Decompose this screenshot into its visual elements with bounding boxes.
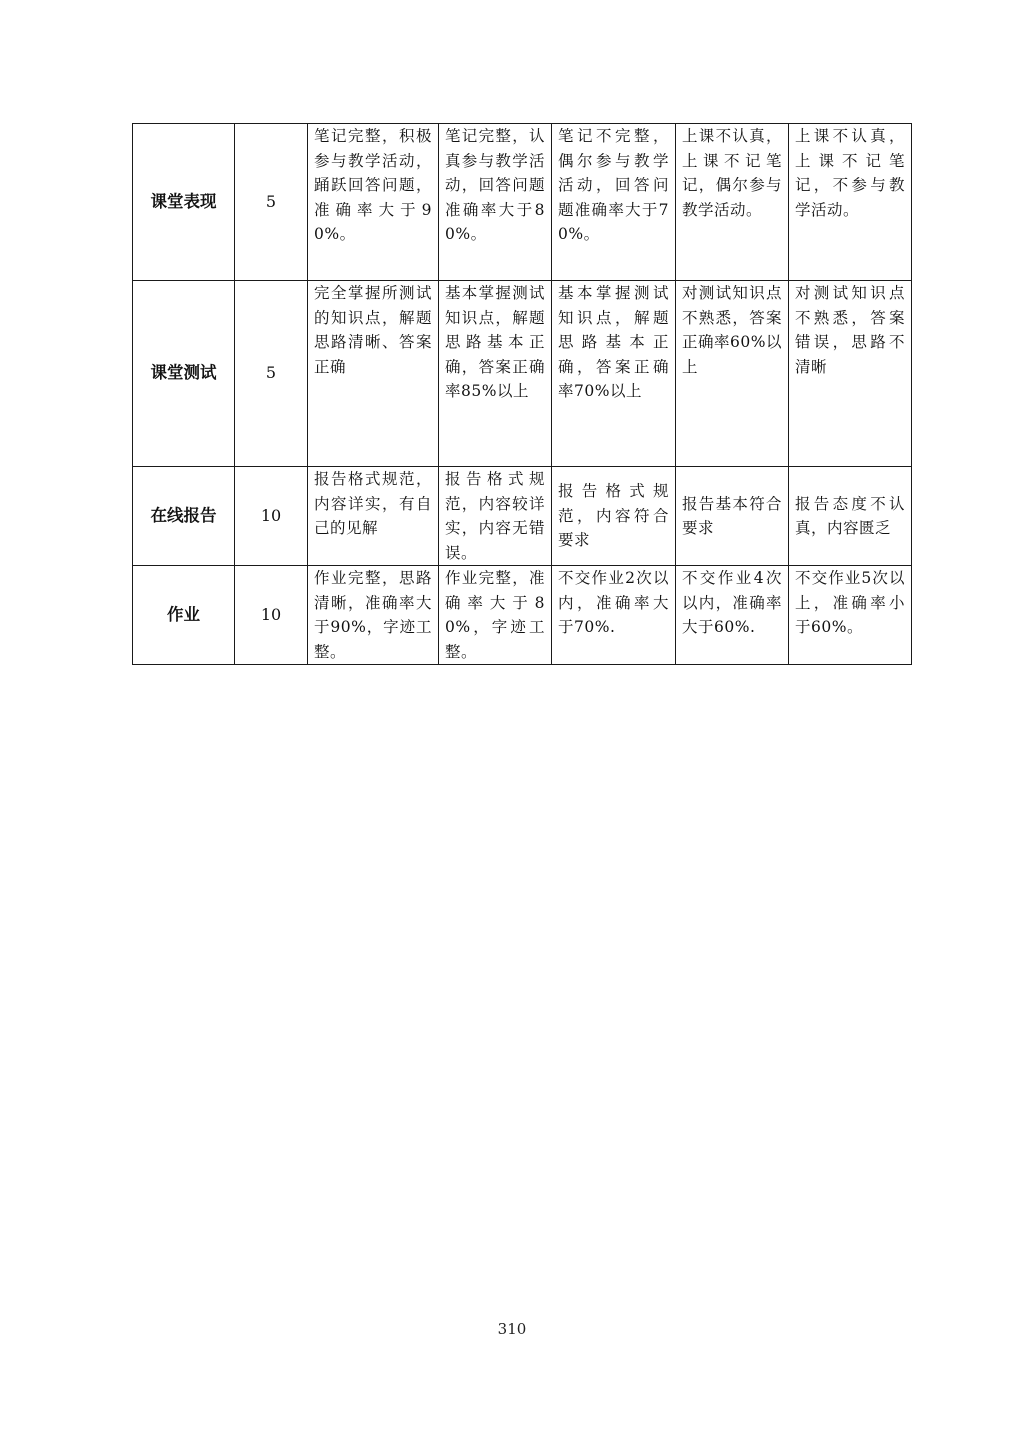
criteria-level-3-cell: 基本掌握测试知识点，解题思路基本正确，答案正确率70%以上: [552, 281, 676, 467]
criteria-level-3-cell: 笔记不完整，偶尔参与教学活动，回答问题准确率大于70%。: [552, 124, 676, 281]
score-cell: 10: [235, 467, 308, 566]
criteria-level-1-cell: 作业完整，思路清晰，准确率大于90%，字迹工整。: [308, 566, 439, 665]
assessment-item-cell: 作业: [133, 566, 235, 665]
criteria-level-4-cell: 对测试知识点不熟悉，答案正确率60%以上: [676, 281, 789, 467]
table-row: [133, 467, 912, 566]
criteria-level-5-cell: 对测试知识点不熟悉，答案错误，思路不清晰: [789, 281, 912, 467]
criteria-level-1-cell: 报告格式规范，内容详实，有自己的见解: [308, 467, 439, 566]
criteria-level-4-cell: 上课不认真，上课不记笔记，偶尔参与教学活动。: [676, 124, 789, 281]
score-cell: 5: [235, 281, 308, 467]
criteria-level-2-cell: 作业完整，准确率大于80%，字迹工整。: [439, 566, 552, 665]
score-cell: 10: [235, 566, 308, 665]
grading-rubric-table: [132, 123, 912, 665]
table-row: [133, 281, 912, 467]
assessment-item-cell: 在线报告: [133, 467, 235, 566]
criteria-level-4-cell: 报告基本符合要求: [676, 467, 789, 566]
criteria-level-3-cell: 不交作业2次以内，准确率大于70%.: [552, 566, 676, 665]
criteria-level-1-cell: 完全掌握所测试的知识点，解题思路清晰、答案正确: [308, 281, 439, 467]
criteria-level-4-cell: 不交作业4次以内，准确率大于60%.: [676, 566, 789, 665]
criteria-level-5-cell: 上课不认真，上课不记笔记，不参与教学活动。: [789, 124, 912, 281]
page-number: 310: [497, 1320, 527, 1338]
criteria-level-5-cell: 报告态度不认真，内容匮乏: [789, 467, 912, 566]
score-cell: 5: [235, 124, 308, 281]
criteria-level-2-cell: 报告格式规范，内容较详实，内容无错误。: [439, 467, 552, 566]
criteria-level-5-cell: 不交作业5次以上，准确率小于60%。: [789, 566, 912, 665]
assessment-item-cell: 课堂表现: [133, 124, 235, 281]
table-row: [133, 124, 912, 281]
assessment-item-cell: 课堂测试: [133, 281, 235, 467]
table-row: [133, 566, 912, 665]
criteria-level-3-cell: 报告格式规范，内容符合要求: [552, 467, 676, 566]
criteria-level-1-cell: 笔记完整，积极参与教学活动，踊跃回答问题，准确率大于90%。: [308, 124, 439, 281]
criteria-level-2-cell: 笔记完整，认真参与教学活动，回答问题准确率大于80%。: [439, 124, 552, 281]
criteria-level-2-cell: 基本掌握测试知识点，解题思路基本正确，答案正确率85%以上: [439, 281, 552, 467]
